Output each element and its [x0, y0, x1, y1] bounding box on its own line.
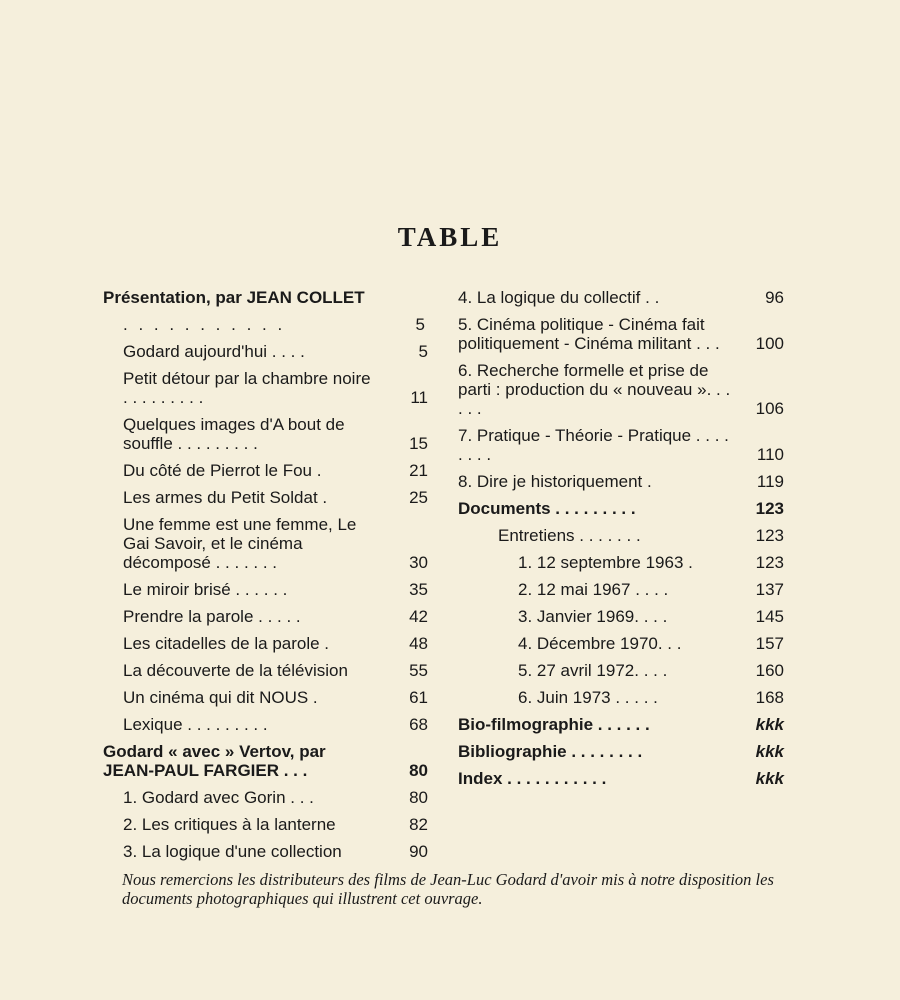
toc-entry-page: 55 — [409, 661, 428, 680]
toc-entry — [103, 842, 428, 861]
toc-entry — [103, 661, 428, 680]
toc-entry — [103, 515, 428, 572]
toc-entry-page: 80 — [409, 788, 428, 807]
toc-entry-title: Du côté de Pierrot le Fou . — [123, 461, 322, 480]
toc-entry-page: 168 — [755, 688, 784, 707]
toc-entry-page: 42 — [409, 607, 428, 626]
toc-entry-title: Entretiens . . . . . . . — [498, 526, 641, 545]
toc-entry — [103, 607, 428, 626]
toc-entry-page: 61 — [409, 688, 428, 707]
toc-entry — [103, 580, 428, 599]
toc-entry-title: Présentation, par JEAN COLLET — [103, 288, 365, 307]
toc-entry-title: Quelques images d'A bout de souffle . . . . . . . . . — [123, 415, 345, 453]
toc-entry-page: 110 — [756, 445, 784, 464]
toc-entry-page: 11 — [410, 388, 428, 407]
toc-entry — [103, 788, 428, 807]
toc-entry-page: 15 — [409, 434, 428, 453]
toc-entry-title: 6. Recherche formelle et prise de parti : production du « nouveau ». . . . . . — [458, 361, 731, 418]
toc-entry-title: Godard aujourd'hui . . . . — [123, 342, 305, 361]
toc-entry-title: 1. Godard avec Gorin . . . — [123, 788, 314, 807]
toc-entry-page: kkk — [755, 769, 784, 788]
toc-entry-title: La découverte de la télévision — [123, 661, 348, 680]
toc-entry-page: 137 — [755, 580, 784, 599]
toc-entry — [103, 815, 428, 834]
toc-entry-page: 160 — [755, 661, 784, 680]
toc-entry-title: Prendre la parole . . . . . — [123, 607, 301, 626]
toc-entry-title: 4. La logique du collectif . . — [458, 288, 660, 307]
toc-entry — [103, 342, 428, 361]
toc-entry-page: 25 — [409, 488, 428, 507]
toc-entry — [103, 461, 428, 480]
toc-entry-title: 3. Janvier 1969. . . . — [518, 607, 668, 626]
acknowledgement-note: Nous remercions les distributeurs des films de Jean-Luc Godard d'avoir mis à notre disposition les documents photographiques qui illustrent cet ouvrage. — [122, 870, 774, 908]
toc-entry — [103, 488, 428, 507]
toc-entry — [458, 634, 784, 653]
toc-entry-title: . . . . . . . . . . . — [123, 315, 286, 334]
toc-entry-page: 157 — [755, 634, 784, 653]
toc-entry-title: Documents . . . . . . . . . — [458, 499, 636, 518]
toc-entry-page: 5 — [418, 342, 428, 361]
toc-entry — [458, 361, 784, 418]
toc-entry — [458, 315, 784, 353]
toc-entry-title: Bibliographie . . . . . . . . — [458, 742, 643, 761]
toc-entry — [103, 369, 428, 407]
toc-entry — [458, 499, 784, 518]
toc-entry-title: Godard « avec » Vertov, par JEAN-PAUL FARGIER . . . — [103, 742, 326, 780]
toc-entry — [103, 634, 428, 653]
toc-entry-title: Les citadelles de la parole . — [123, 634, 330, 653]
toc-entry-page: 48 — [409, 634, 428, 653]
toc-entry-page: 68 — [409, 715, 428, 734]
toc-entry — [103, 415, 428, 453]
toc-entry-page: 21 — [409, 461, 428, 480]
toc-entry-page: 5 — [415, 315, 428, 334]
toc-entry-page: 80 — [409, 761, 428, 780]
toc-entry — [103, 688, 428, 707]
page-title: TABLE — [397, 222, 503, 252]
toc-entry-page: kkk — [755, 742, 784, 761]
toc-entry — [458, 580, 784, 599]
toc-entry-title: 8. Dire je historiquement . — [458, 472, 652, 491]
toc-entry-title: Index . . . . . . . . . . . — [458, 769, 607, 788]
toc-entry-title: Le miroir brisé . . . . . . — [123, 580, 288, 599]
toc-entry — [103, 715, 428, 734]
toc-entry-page: 90 — [409, 842, 428, 861]
toc-entry — [103, 315, 428, 334]
toc-entry — [458, 472, 784, 491]
toc-entry-title: Bio-filmographie . . . . . . — [458, 715, 650, 734]
toc-right-column — [458, 288, 784, 796]
toc-entry-page: 123 — [755, 553, 784, 572]
toc-entry-title: Un cinéma qui dit NOUS . — [123, 688, 318, 707]
toc-entry — [458, 553, 784, 572]
toc-entry-page: 82 — [409, 815, 428, 834]
toc-entry-title: 3. La logique d'une collection — [123, 842, 342, 861]
toc-entry — [458, 526, 784, 545]
toc-entry-page: kkk — [755, 715, 784, 734]
toc-entry-page: 100 — [755, 334, 784, 353]
toc-entry — [458, 742, 784, 761]
toc-entry-title: 2. 12 mai 1967 . . . . — [518, 580, 669, 599]
toc-entry — [458, 769, 784, 788]
toc-entry-title: Une femme est une femme, Le Gai Savoir, et le cinéma décomposé . . . . . . . — [123, 515, 357, 572]
toc-entry — [103, 742, 428, 780]
toc-entry-page: 123 — [755, 499, 784, 518]
toc-entry — [458, 288, 784, 307]
toc-entry-page: 96 — [765, 288, 784, 307]
toc-entry — [458, 661, 784, 680]
toc-left-column — [103, 288, 428, 869]
toc-entry — [458, 607, 784, 626]
toc-entry-page: 119 — [756, 472, 784, 491]
toc-entry-title: 1. 12 septembre 1963 . — [518, 553, 693, 572]
toc-entry — [103, 288, 428, 307]
toc-entry — [458, 426, 784, 464]
toc-entry-title: Les armes du Petit Soldat . — [123, 488, 328, 507]
toc-entry-title: Lexique . . . . . . . . . — [123, 715, 268, 734]
toc-entry-title: 5. 27 avril 1972. . . . — [518, 661, 668, 680]
toc-entry-page: 30 — [409, 553, 428, 572]
toc-entry-title: 5. Cinéma politique - Cinéma fait politiquement - Cinéma militant . . . — [458, 315, 720, 353]
toc-entry-title: 7. Pratique - Théorie - Pratique . . . . . . . . — [458, 426, 729, 464]
toc-entry — [458, 715, 784, 734]
toc-entry-title: 4. Décembre 1970. . . — [518, 634, 682, 653]
toc-entry-page: 123 — [755, 526, 784, 545]
toc-entry-title: 2. Les critiques à la lanterne — [123, 815, 336, 834]
toc-entry-page: 145 — [755, 607, 784, 626]
toc-entry-page: 35 — [409, 580, 428, 599]
toc-entry-page: 106 — [755, 399, 784, 418]
toc-entry-title: Petit détour par la chambre noire . . . . . . . . . — [123, 369, 371, 407]
toc-entry — [458, 688, 784, 707]
toc-entry-title: 6. Juin 1973 . . . . . — [518, 688, 658, 707]
